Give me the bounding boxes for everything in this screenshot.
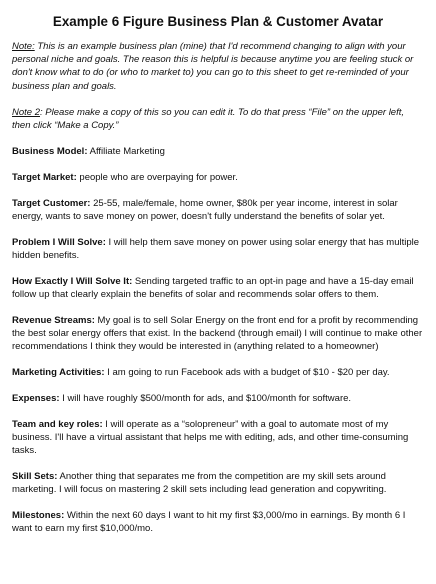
field-expenses (12, 392, 424, 405)
field-marketing-activities (12, 366, 424, 379)
field-label: Team and key roles: (12, 418, 103, 430)
field-label: Marketing Activities: (12, 367, 105, 379)
field-value: I am going to run Facebook ads with a budget of $10 - $20 per day. (104, 367, 390, 379)
note-1-label: Note: (12, 41, 35, 52)
note-2-label: Note 2 (12, 106, 40, 118)
field-team-roles (12, 418, 424, 458)
field-value: Affiliate Marketing (87, 146, 165, 158)
field-target-market (12, 171, 424, 184)
field-value: I will help them save money on power using solar energy that has multiple hidden benefits. (12, 236, 420, 262)
note-2-text: : Please make a copy of this so you can edit it. To do that press “File” on the upper left, then click “Make a Copy.” (12, 106, 405, 132)
field-value: Sending targeted traffic to an opt-in page and have a 15-day email follow up that clearly explain the benefits of solar and recommends solar offers to them. (12, 275, 414, 301)
field-value: Within the next 60 days I want to hit my first $3,000/mo in earnings. By month 6 I want to earn my first $10,000/mo. (12, 509, 406, 535)
note-2 (12, 106, 424, 132)
field-solution (12, 275, 424, 301)
field-value: My goal is to sell Solar Energy on the front end for a profit by recommending the best solar energy offers that exist. In the backend (through email) I will continue to make other recommendations I think they would be interested in (anything related to a homeowner) (12, 314, 423, 353)
field-label: Problem I Will Solve: (12, 236, 106, 248)
field-problem (12, 236, 424, 262)
field-milestones (12, 509, 424, 535)
field-target-customer (12, 197, 424, 223)
note-1 (12, 40, 424, 93)
field-label: How Exactly I Will Solve It: (12, 275, 133, 287)
document-title: Example 6 Figure Business Plan & Customer Avatar (52, 14, 384, 29)
field-label: Expenses: (12, 392, 60, 404)
field-value: people who are overpaying for power. (76, 172, 238, 184)
field-value: 25-55, male/female, home owner, $80k per year income, interest in solar energy, wants to save money on power, doesn't fully understand the benefits of solar yet. (12, 197, 398, 223)
field-value: I will operate as a “solopreneur” with a goal to automate most of my business. I'll have a virtual assistant that helps me with editing, ads, and other time-consuming tasks. (12, 418, 409, 457)
field-label: Target Customer: (12, 197, 91, 209)
field-business-model (12, 145, 424, 158)
field-skill-sets (12, 470, 424, 496)
note-1-text: This is an example business plan (mine) that I'd recommend changing to align with your personal niche and goals. The reason this is helpful is because anytime you are feeling stuck or don't know what to do (or who to market to) you can go to this sheet to get re-reminded of your business plan and goals. (12, 41, 414, 92)
field-label: Milestones: (12, 509, 65, 521)
field-revenue-streams (12, 314, 424, 354)
field-label: Skill Sets: (12, 470, 58, 482)
field-label: Target Market: (12, 172, 77, 184)
field-value: I will have roughly $500/month for ads, and $100/month for software. (59, 392, 352, 404)
field-label: Business Model: (12, 146, 88, 158)
field-label: Revenue Streams: (12, 314, 95, 326)
field-value: Another thing that separates me from the competition are my skill sets around marketing. I will focus on mastering 2 skill sets including lead generation and copywriting. (12, 470, 387, 496)
